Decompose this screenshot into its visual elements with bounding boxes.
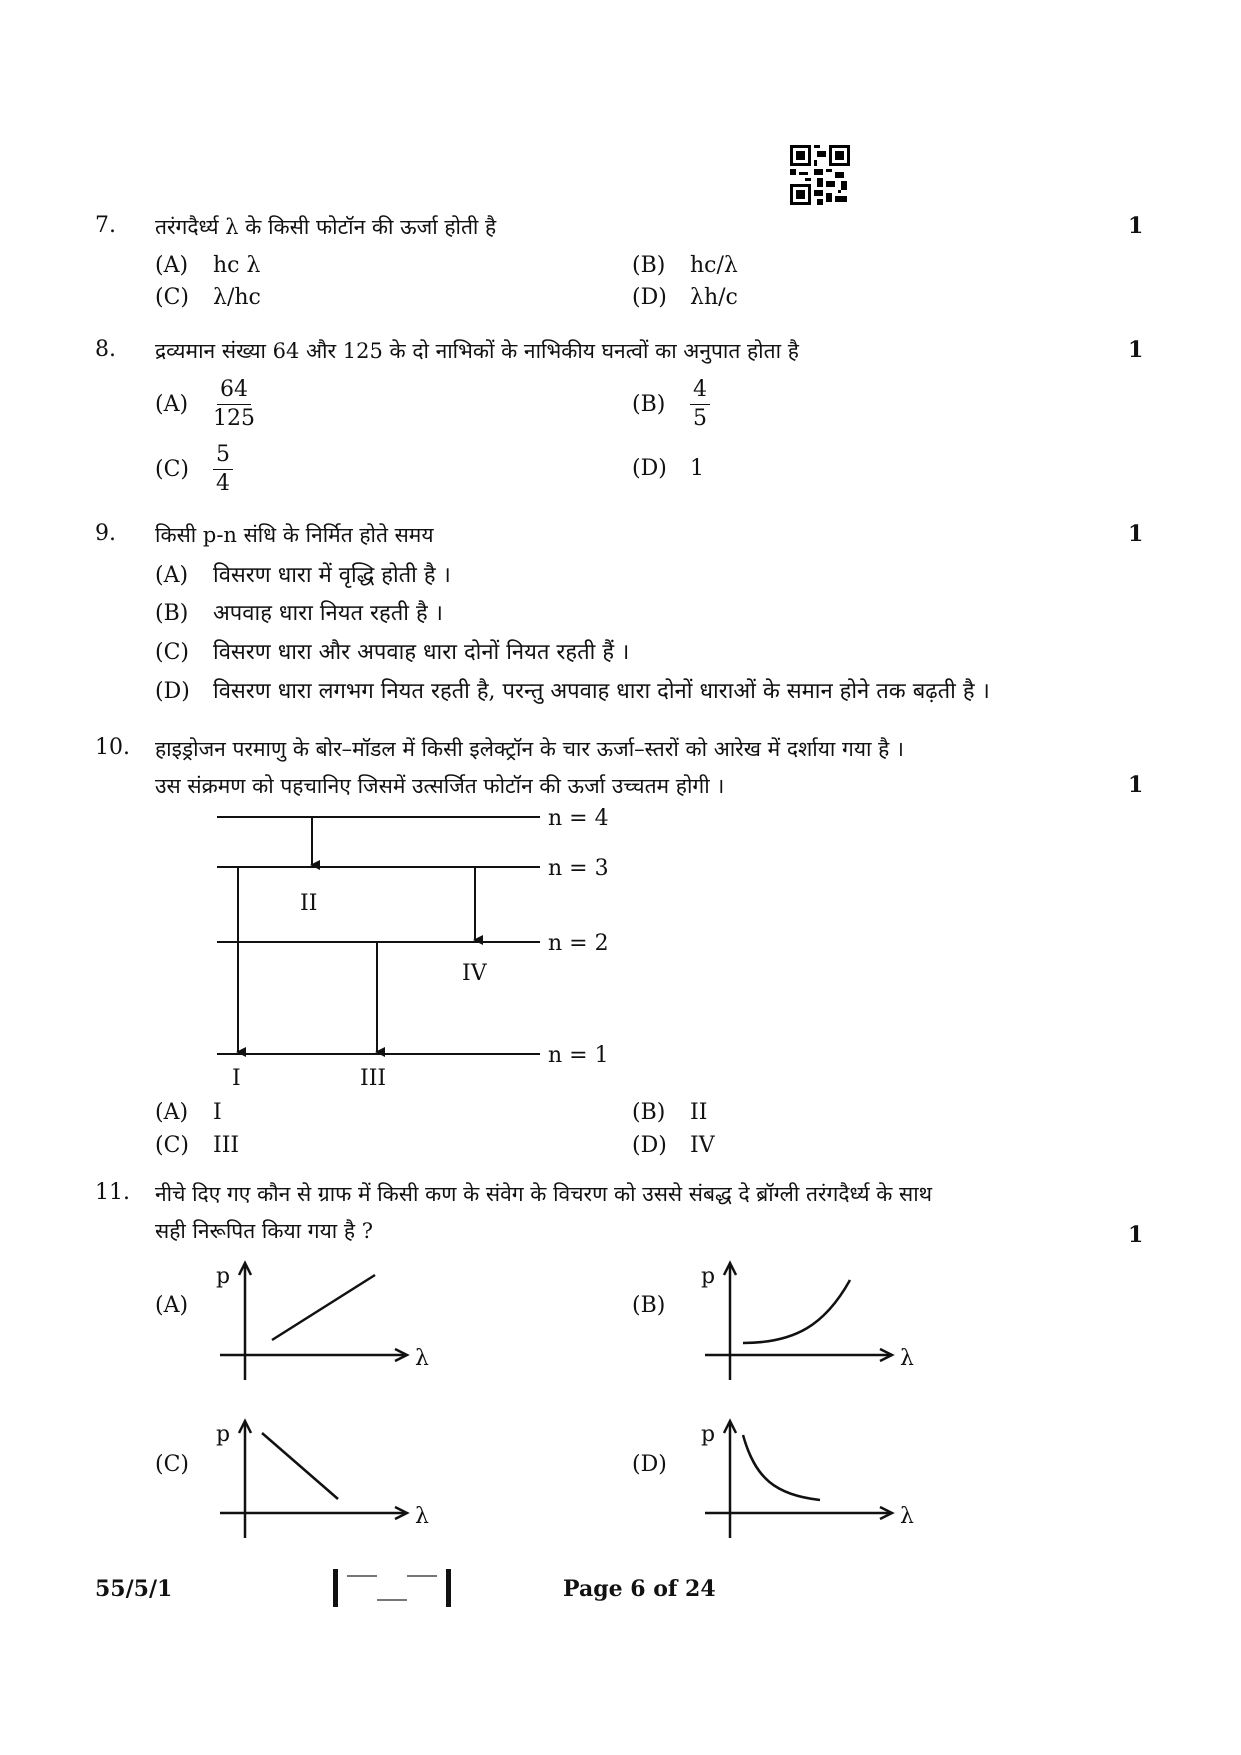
q8-option-c[interactable]: (C) $\frac{5}{4}$ bbox=[155, 441, 233, 498]
q9-option-d[interactable]: (D) विसरण धारा लगभग नियत रहती है, परन्तु अपवाह धारा दोनों धाराओं के समान होने तक बढ़ती है । bbox=[155, 679, 990, 704]
graph-d bbox=[695, 1413, 925, 1543]
q11-option-a[interactable]: (A) bbox=[155, 1293, 189, 1318]
q9-number: 9. bbox=[95, 521, 116, 546]
q9-option-c[interactable]: (C) विसरण धारा और अपवाह धारा दोनों नियत रहती हैं । bbox=[155, 640, 630, 665]
x-axis-label: λ bbox=[415, 1504, 429, 1529]
q7-text: तरंगदैर्ध्य λ के किसी फोटॉन की ऊर्जा होती है bbox=[155, 215, 497, 239]
graph-a bbox=[210, 1255, 440, 1385]
q10-number: 10. bbox=[95, 735, 130, 760]
q8-option-d[interactable]: (D) 1 bbox=[632, 456, 704, 481]
curve-increasing-line bbox=[272, 1275, 375, 1340]
q11-text-line2: सही निरूपित किया गया है ? bbox=[155, 1219, 373, 1243]
q10-option-a[interactable]: (A) I bbox=[155, 1100, 222, 1125]
q11-option-b[interactable]: (B) bbox=[632, 1293, 666, 1318]
curve-hyperbola bbox=[743, 1435, 820, 1500]
curve-increasing bbox=[743, 1280, 850, 1343]
transition-label-i: I bbox=[232, 1066, 241, 1091]
fraction: $\frac{64}{125}$ bbox=[213, 377, 255, 431]
y-axis-label: p bbox=[216, 1264, 231, 1289]
q7-option-c[interactable]: (C) λ/hc bbox=[155, 285, 261, 310]
q8-number: 8. bbox=[95, 337, 116, 362]
q10-marks: 1 bbox=[1128, 772, 1144, 798]
level-label-n2: n = 2 bbox=[548, 931, 609, 956]
q8-option-b[interactable]: (B) $\frac{4}{5}$ bbox=[632, 376, 710, 433]
paper-code: 55/5/1 bbox=[95, 1576, 173, 1602]
graph-c bbox=[210, 1413, 440, 1543]
y-axis-label: p bbox=[701, 1264, 716, 1289]
q10-option-b[interactable]: (B) II bbox=[632, 1100, 708, 1125]
page-number: Page 6 of 24 bbox=[563, 1576, 716, 1602]
q10-text-line2: उस संक्रमण को पहचानिए जिसमें उत्सर्जित फोटॉन की ऊर्जा उच्चतम होगी । bbox=[155, 774, 725, 798]
q10-text-line1: हाइड्रोजन परमाणु के बोर–मॉडल में किसी इलेक्ट्रॉन के चार ऊर्जा–स्तरों को आरेख में दर्शाया गया है । bbox=[155, 737, 904, 761]
q8-option-a[interactable]: (A) $\frac{64}{125}$ bbox=[155, 377, 255, 431]
level-label-n3: n = 3 bbox=[548, 856, 609, 881]
q9-marks: 1 bbox=[1128, 521, 1144, 547]
q10-option-d[interactable]: (D) IV bbox=[632, 1133, 715, 1158]
q7-option-b[interactable]: (B) hc/λ bbox=[632, 253, 738, 278]
q7-option-d[interactable]: (D) λh/c bbox=[632, 285, 738, 310]
q11-option-d[interactable]: (D) bbox=[632, 1452, 667, 1477]
transition-label-iv: IV bbox=[462, 961, 487, 986]
graph-b bbox=[695, 1255, 925, 1385]
level-label-n1: n = 1 bbox=[548, 1043, 609, 1068]
q7-marks: 1 bbox=[1128, 213, 1144, 239]
fraction: $\frac{4}{5}$ bbox=[690, 376, 710, 433]
x-axis-label: λ bbox=[900, 1346, 914, 1371]
q11-text-line1: नीचे दिए गए कौन से ग्राफ में किसी कण के संवेग के विचरण को उससे संबद्ध दे ब्रॉग्ली तरंगदैर्ध्य के साथ bbox=[155, 1182, 933, 1206]
q11-marks: 1 bbox=[1128, 1222, 1144, 1248]
x-axis-label: λ bbox=[415, 1346, 429, 1371]
qr-code bbox=[790, 145, 850, 205]
q7-number: 7. bbox=[95, 213, 116, 238]
x-axis-label: λ bbox=[900, 1504, 914, 1529]
transition-label-iii: III bbox=[360, 1066, 387, 1091]
fraction: $\frac{5}{4}$ bbox=[213, 441, 233, 498]
q9-option-b[interactable]: (B) अपवाह धारा नियत रहती है । bbox=[155, 601, 443, 626]
q8-marks: 1 bbox=[1128, 337, 1144, 363]
q9-text: किसी p-n संधि के निर्मित होते समय bbox=[155, 523, 434, 547]
transition-label-ii: II bbox=[300, 891, 318, 916]
energy-level-diagram bbox=[200, 800, 660, 1100]
q7-option-a[interactable]: (A) hc λ bbox=[155, 253, 261, 278]
q11-number: 11. bbox=[95, 1180, 130, 1205]
level-label-n4: n = 4 bbox=[548, 806, 609, 831]
q9-option-a[interactable]: (A) विसरण धारा में वृद्धि होती है । bbox=[155, 563, 451, 588]
q8-text: द्रव्यमान संख्या 64 और 125 के दो नाभिकों के नाभिकीय घनत्वों का अनुपात होता है bbox=[155, 339, 799, 363]
q10-option-c[interactable]: (C) III bbox=[155, 1133, 240, 1158]
y-axis-label: p bbox=[216, 1422, 231, 1447]
barcode-mark bbox=[333, 1569, 451, 1607]
q11-option-c[interactable]: (C) bbox=[155, 1452, 189, 1477]
curve-decreasing-line bbox=[262, 1433, 338, 1499]
y-axis-label: p bbox=[701, 1422, 716, 1447]
